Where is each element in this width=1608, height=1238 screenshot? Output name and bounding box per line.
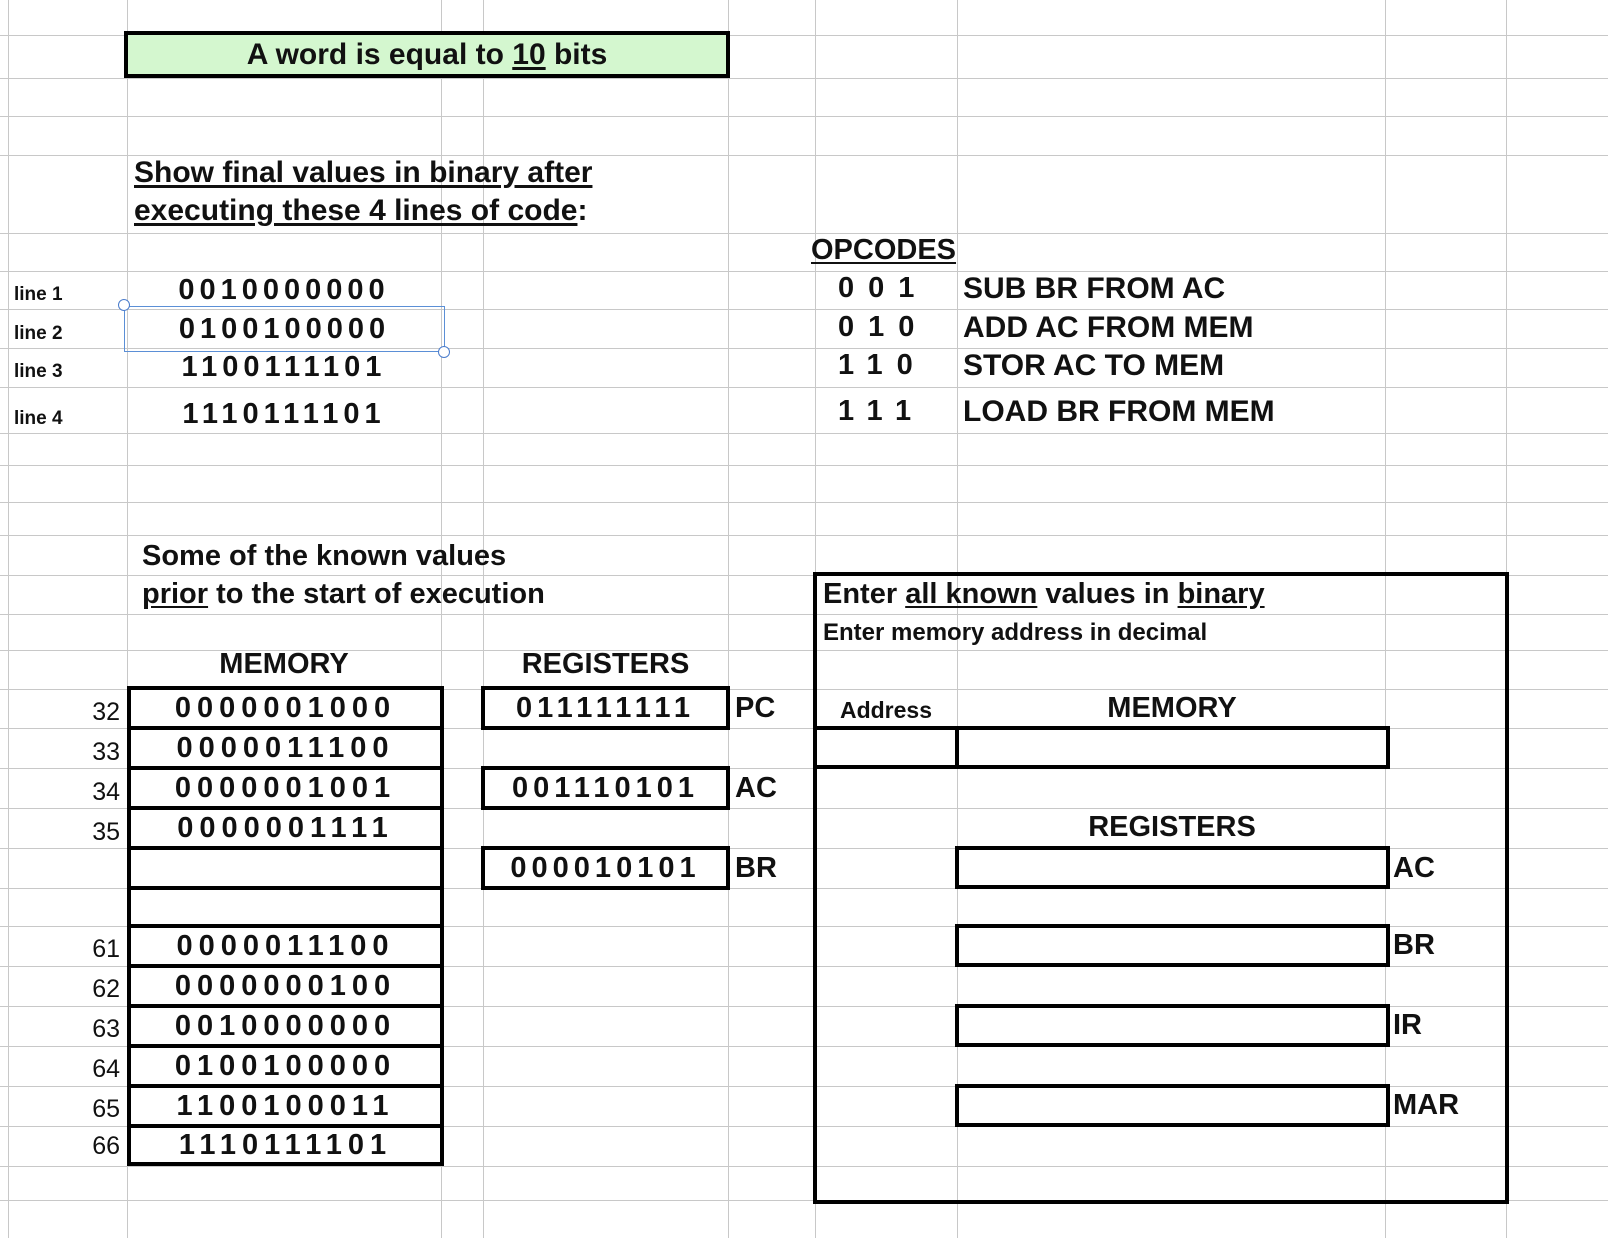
answer-ir-label: IR [1393,1009,1422,1041]
code-line-4-bits[interactable]: 1110111101 [182,397,386,430]
opcode-desc-2: ADD AC FROM MEM [963,311,1254,344]
known-values-line-2-rest: to the start of execution [208,578,545,610]
answer-address-input[interactable] [813,726,959,769]
answer-mar-input[interactable] [955,1084,1390,1127]
instructions-colon: : [577,194,588,227]
word-size-banner [124,31,730,78]
known-values-heading [142,537,545,613]
mem-cell-empty-2[interactable] [127,886,444,928]
mem-cell-32[interactable]: 0000001000 [127,686,444,730]
answer-memory-input[interactable] [955,726,1390,769]
register-ac-value[interactable]: 001110101 [481,766,730,810]
answer-br-input[interactable] [955,924,1390,967]
mem-cell-66[interactable]: 1110111101 [127,1124,444,1166]
opcode-bits-1: 001 [838,272,929,304]
line-label-3: line 3 [14,361,63,382]
opcode-desc-4: LOAD BR FROM MEM [963,395,1275,428]
line-label-1: line 1 [14,284,63,305]
mem-address-66: 66 [92,1132,120,1160]
answer-title [823,578,1265,611]
mem-address-63: 63 [92,1015,120,1043]
answer-ac-input[interactable] [955,846,1390,889]
register-ac-label: AC [735,772,777,804]
mem-address-33: 33 [92,738,120,766]
known-values-line-1: Some of the known values [142,540,507,572]
register-pc-value[interactable]: 011111111 [481,686,730,730]
register-br-label: BR [735,852,777,884]
answer-memory-header: MEMORY [1107,692,1237,724]
instructions-line-2: executing these 4 lines of code [134,194,578,227]
selection-handle-top-left[interactable] [118,299,130,311]
line-label-2: line 2 [14,323,63,344]
opcode-desc-3: STOR AC TO MEM [963,349,1225,382]
instructions [134,154,592,230]
mem-address-61: 61 [92,935,120,963]
instructions-line-1: Show final values in binary after [134,156,593,189]
answer-title-all-known: all known [905,578,1038,610]
register-pc-label: PC [735,692,776,724]
word-size-suffix: bits [545,37,608,71]
known-registers-header: REGISTERS [521,648,690,680]
known-values-prior: prior [142,578,209,610]
answer-address-header: Address [839,697,933,723]
mem-address-35: 35 [92,818,120,846]
opcode-bits-4: 111 [838,395,926,427]
answer-mar-label: MAR [1393,1089,1460,1121]
mem-cell-33[interactable]: 0000011100 [127,726,444,770]
code-line-2-bits[interactable]: 0100100000 [124,306,445,352]
answer-ir-input[interactable] [955,1004,1390,1047]
answer-subtitle: Enter memory address in decimal [823,619,1208,646]
mem-cell-34[interactable]: 0000001001 [127,766,444,810]
answer-br-label: BR [1393,929,1435,961]
mem-address-34: 34 [92,778,120,806]
answer-ac-label: AC [1393,852,1435,884]
mem-address-65: 65 [92,1095,120,1123]
mem-cell-65[interactable]: 1100100011 [127,1084,444,1128]
line-label-4: line 4 [14,408,63,429]
mem-cell-35[interactable]: 0000001111 [127,806,444,850]
mem-cell-empty-1[interactable] [127,846,444,890]
opcodes-title: OPCODES [811,234,957,266]
mem-cell-63[interactable]: 0010000000 [127,1004,444,1048]
code-line-3-bits[interactable]: 1100111101 [181,351,387,383]
word-size-prefix: A word is equal to [246,37,513,71]
answer-title-p2: values in [1037,578,1178,610]
mem-address-32: 32 [92,698,120,726]
known-memory-header: MEMORY [219,648,349,680]
opcode-desc-1: SUB BR FROM AC [963,272,1226,305]
mem-cell-62[interactable]: 0000000100 [127,964,444,1008]
register-br-value[interactable]: 000010101 [481,846,730,890]
answer-registers-header: REGISTERS [1088,811,1256,843]
opcode-bits-3: 110 [838,349,927,381]
code-line-1-bits[interactable]: 0010000000 [178,273,390,306]
word-size-value: 10 [512,37,546,71]
mem-address-62: 62 [92,975,120,1003]
answer-title-p1: Enter [823,578,906,610]
mem-cell-61[interactable]: 0000011100 [127,924,444,968]
opcode-bits-2: 010 [838,311,929,343]
mem-cell-64[interactable]: 0100100000 [127,1044,444,1088]
mem-address-64: 64 [92,1055,120,1083]
answer-title-binary: binary [1177,578,1265,610]
